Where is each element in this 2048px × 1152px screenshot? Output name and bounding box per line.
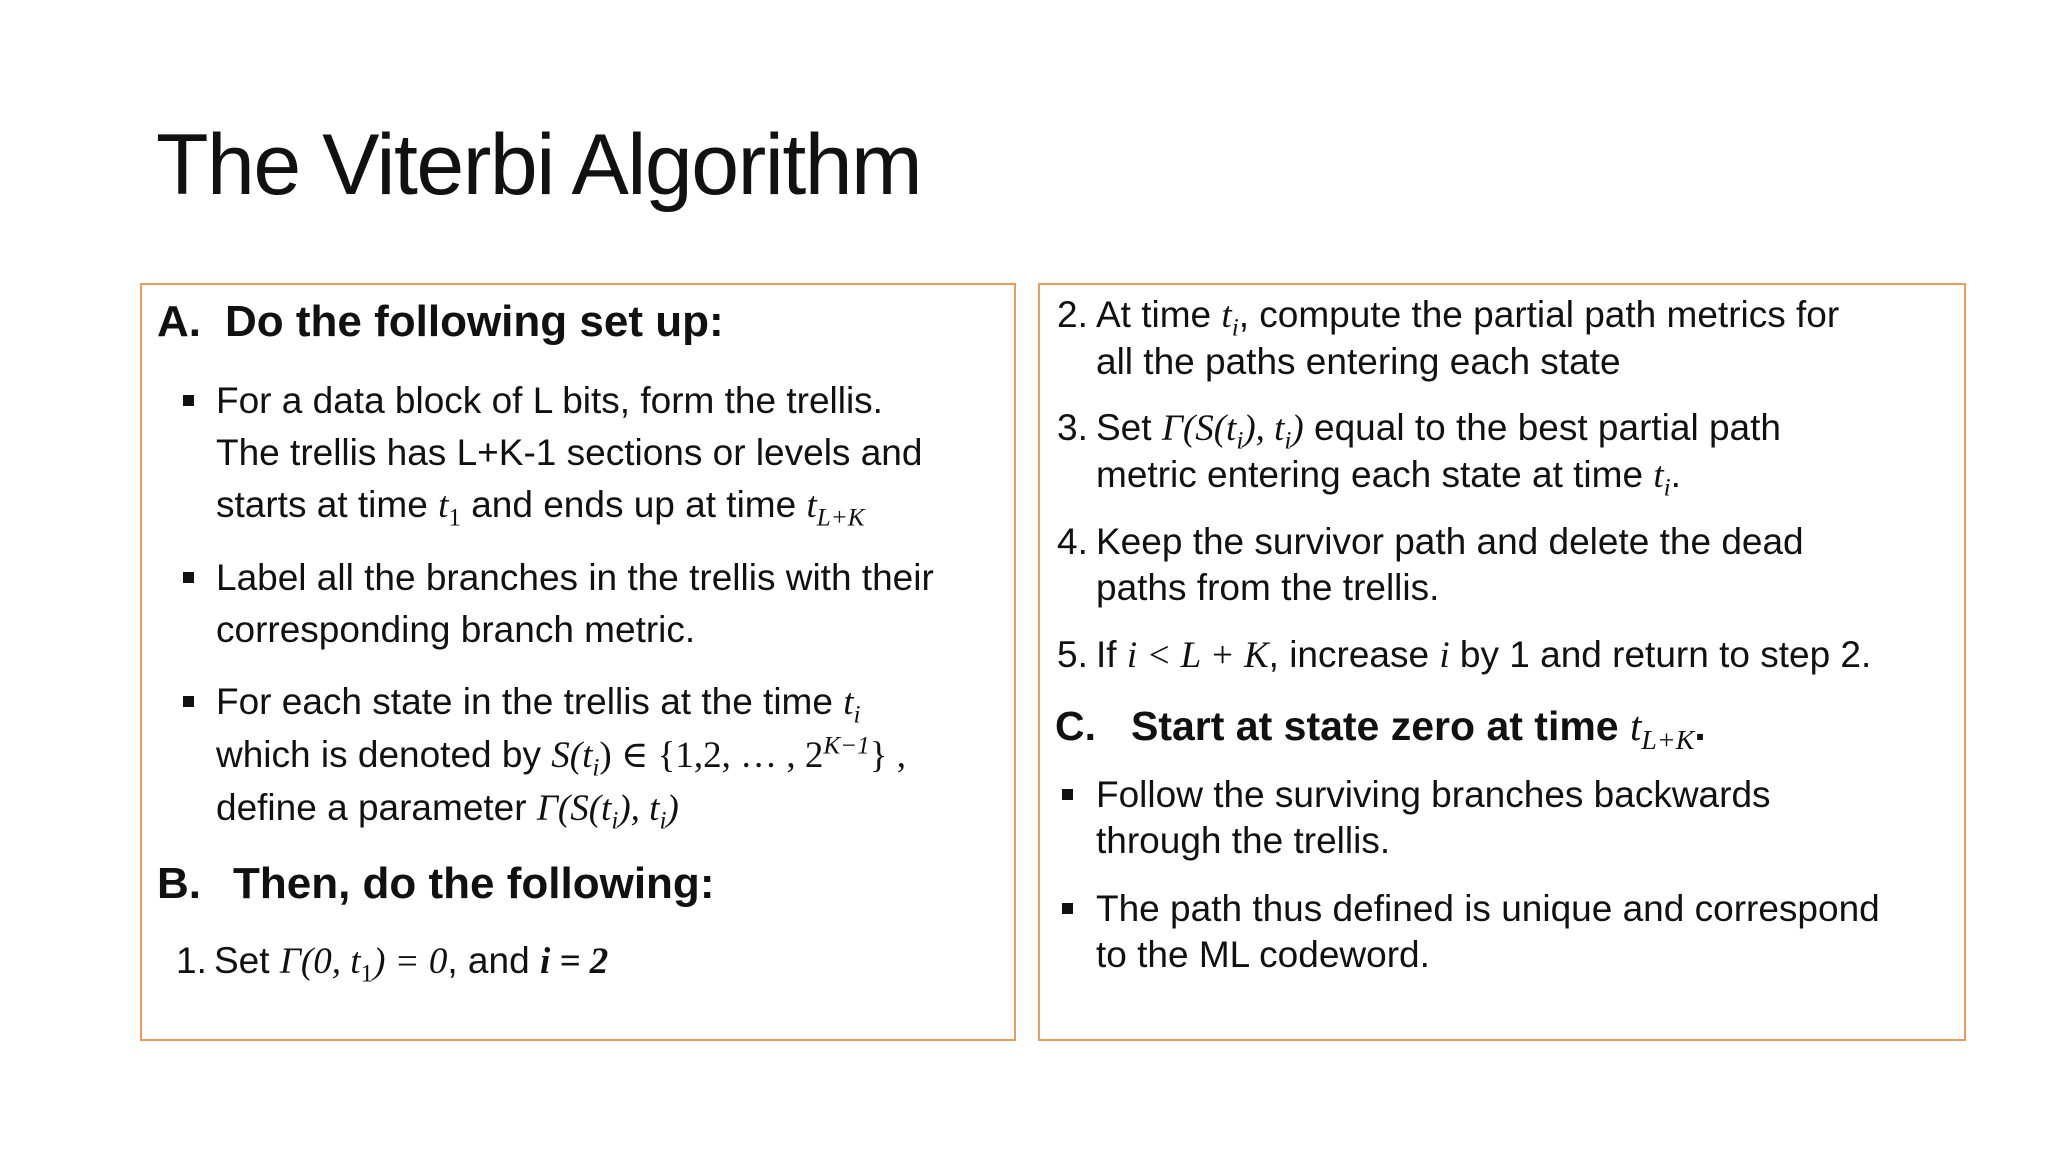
step-3-text: Set $\Gamma(S(t_i)$, $t_i$) equal to the best partial path metric entering each state at time $t_i$. — [1096, 407, 1781, 502]
bullet-line: starts at time $t_1$ and ends up at time $t_{L+K}$ — [216, 484, 865, 532]
setup-bullet-3 — [216, 676, 1006, 835]
step-number: 2. — [1057, 294, 1088, 335]
section-c-heading: C. Start at state zero at time $t_{L+K}$. — [1055, 700, 1706, 752]
setup-bullet-1 — [216, 375, 1006, 532]
section-a-heading — [157, 296, 724, 348]
section-c-letter: C. — [1055, 703, 1096, 749]
backtrack-bullet-1: Follow the surviving branches backwards through the trellis. — [1096, 774, 1771, 861]
bullet-square-icon — [183, 572, 194, 583]
section-b-heading-text: Then, do the following: — [233, 859, 715, 908]
section-a-letter: A. — [157, 297, 201, 346]
bullet-line: corresponding branch metric. — [216, 609, 696, 650]
bullet-square-icon — [1062, 789, 1073, 800]
step-number: 1. — [176, 940, 207, 981]
bullet-line: The trellis has L+K-1 sections or levels and — [216, 432, 923, 473]
section-b-heading — [157, 858, 714, 910]
step-4-text: Keep the survivor path and delete the dead paths from the trellis. — [1096, 521, 1804, 608]
bullet-line: Label all the branches in the trellis with their — [216, 557, 934, 598]
step-5-text: If i < L + K, increase i by 1 and return to step 2. — [1096, 634, 1872, 676]
bullet-line: define a parameter $\Gamma(S(t_i)$, $t_i$) — [216, 787, 679, 835]
step-number: 4. — [1057, 521, 1088, 562]
step-1-text: Set Γ(0, $t_1) = 0$, and i = 2 — [214, 940, 609, 988]
slide-title: The Viterbi Algorithm — [156, 117, 922, 213]
step-number: 3. — [1057, 407, 1088, 448]
bullet-line: which is denoted by $S(t_i)$ ∈ {1,2, … , $2^{K-1}$} , — [216, 732, 906, 782]
bullet-square-icon — [1062, 903, 1073, 914]
setup-bullet-2 — [216, 552, 1006, 656]
section-a-heading-text: Do the following set up: — [225, 297, 724, 346]
bullet-square-icon — [183, 395, 194, 406]
section-b-letter: B. — [157, 859, 201, 908]
backtrack-bullet-2: The path thus defined is unique and correspond to the ML codeword. — [1096, 888, 1880, 975]
step-number: 5. — [1057, 634, 1088, 675]
step-2-text: At time $t_i$, compute the partial path metrics for all the paths entering each state — [1096, 294, 1840, 382]
bullet-line: For a data block of L bits, form the trellis. — [216, 380, 883, 421]
bullet-line: For each state in the trellis at the time $t_i$ — [216, 681, 861, 729]
bullet-square-icon — [183, 696, 194, 707]
